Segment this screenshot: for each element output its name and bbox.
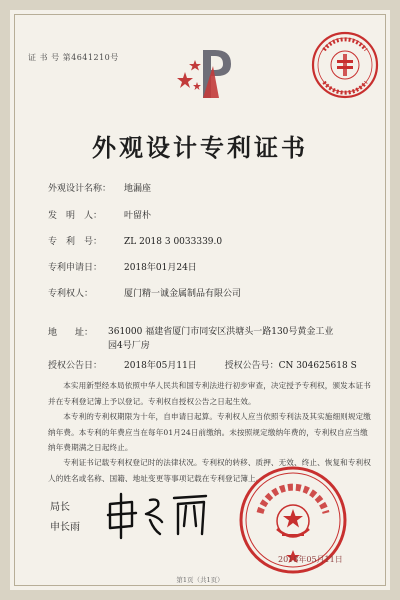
grant-date-value: 2018年05月11日: [124, 361, 197, 371]
grant-date-label: 授权公告日：: [48, 361, 103, 371]
page-number: 第1页（共1页）: [176, 576, 224, 584]
patent-number-label: 专 利 号：: [48, 237, 103, 247]
design-name-row: [48, 181, 151, 194]
design-name-value: 地漏座: [124, 184, 152, 194]
address-label: 地 址：: [48, 328, 94, 338]
filing-date-value: 2018年01月24日: [124, 263, 197, 273]
signatory-title: 局长: [50, 502, 70, 513]
paragraph-1: 本实用新型经本局依照中华人民共和国专利法进行初步审查，决定授予专利权，颁发本证书并在专利登记簿上予以登记。专利权自授权公告之日起生效。: [48, 381, 371, 406]
owner-row: [48, 286, 241, 299]
design-name-label: 外观设计名称：: [48, 184, 112, 194]
grant-number-value: CN 304625618 S: [278, 361, 357, 371]
designer-label: 发 明 人：: [48, 211, 103, 221]
signatory-name: 申长雨: [50, 522, 80, 533]
handwritten-signature-icon: [102, 490, 222, 540]
seal-date: 2018年05月11日: [278, 555, 343, 564]
owner-label: 专利权人：: [48, 289, 94, 299]
patent-number-value: ZL 2018 3 0033339.0: [124, 237, 223, 247]
paragraph-2: 本专利的专利权期限为十年，自申请日起算。专利权人应当依照专利法及其实施细则规定缴纳年费。本专利的年费应当在每年01月24日前缴纳。未按照规定缴纳年费的，专利权自应当缴纳年费期满之日起终止。: [48, 412, 371, 452]
grant-number-label: 授权公告号：: [224, 361, 279, 371]
registration-seal-icon: [310, 30, 380, 100]
designer-value: 叶留朴: [124, 211, 152, 221]
paragraph-3: 专利证书记载专利权登记时的法律状况。专利权的转移、质押、无效、终止、恢复和专利权人的姓名或名称、国籍、地址变更等事项记载在专利登记簿上。: [48, 458, 371, 483]
designer-row: [48, 208, 151, 221]
certificate-title: 外观设计专利证书: [92, 133, 308, 162]
certificate-number: 证 书 号 第4641210号: [28, 53, 119, 62]
filing-date-label: 专利申请日：: [48, 263, 103, 273]
address-row: [48, 325, 348, 353]
owner-value: 厦门精一诚金属制品有限公司: [124, 289, 242, 299]
address-value: 361000 福建省厦门市同安区洪塘头一路130号黄金工业园4号厂房: [108, 327, 334, 351]
patent-number-row: [48, 234, 222, 247]
filing-date-row: [48, 260, 197, 273]
patent-office-logo-icon: [175, 42, 237, 104]
grant-row: [48, 358, 357, 371]
